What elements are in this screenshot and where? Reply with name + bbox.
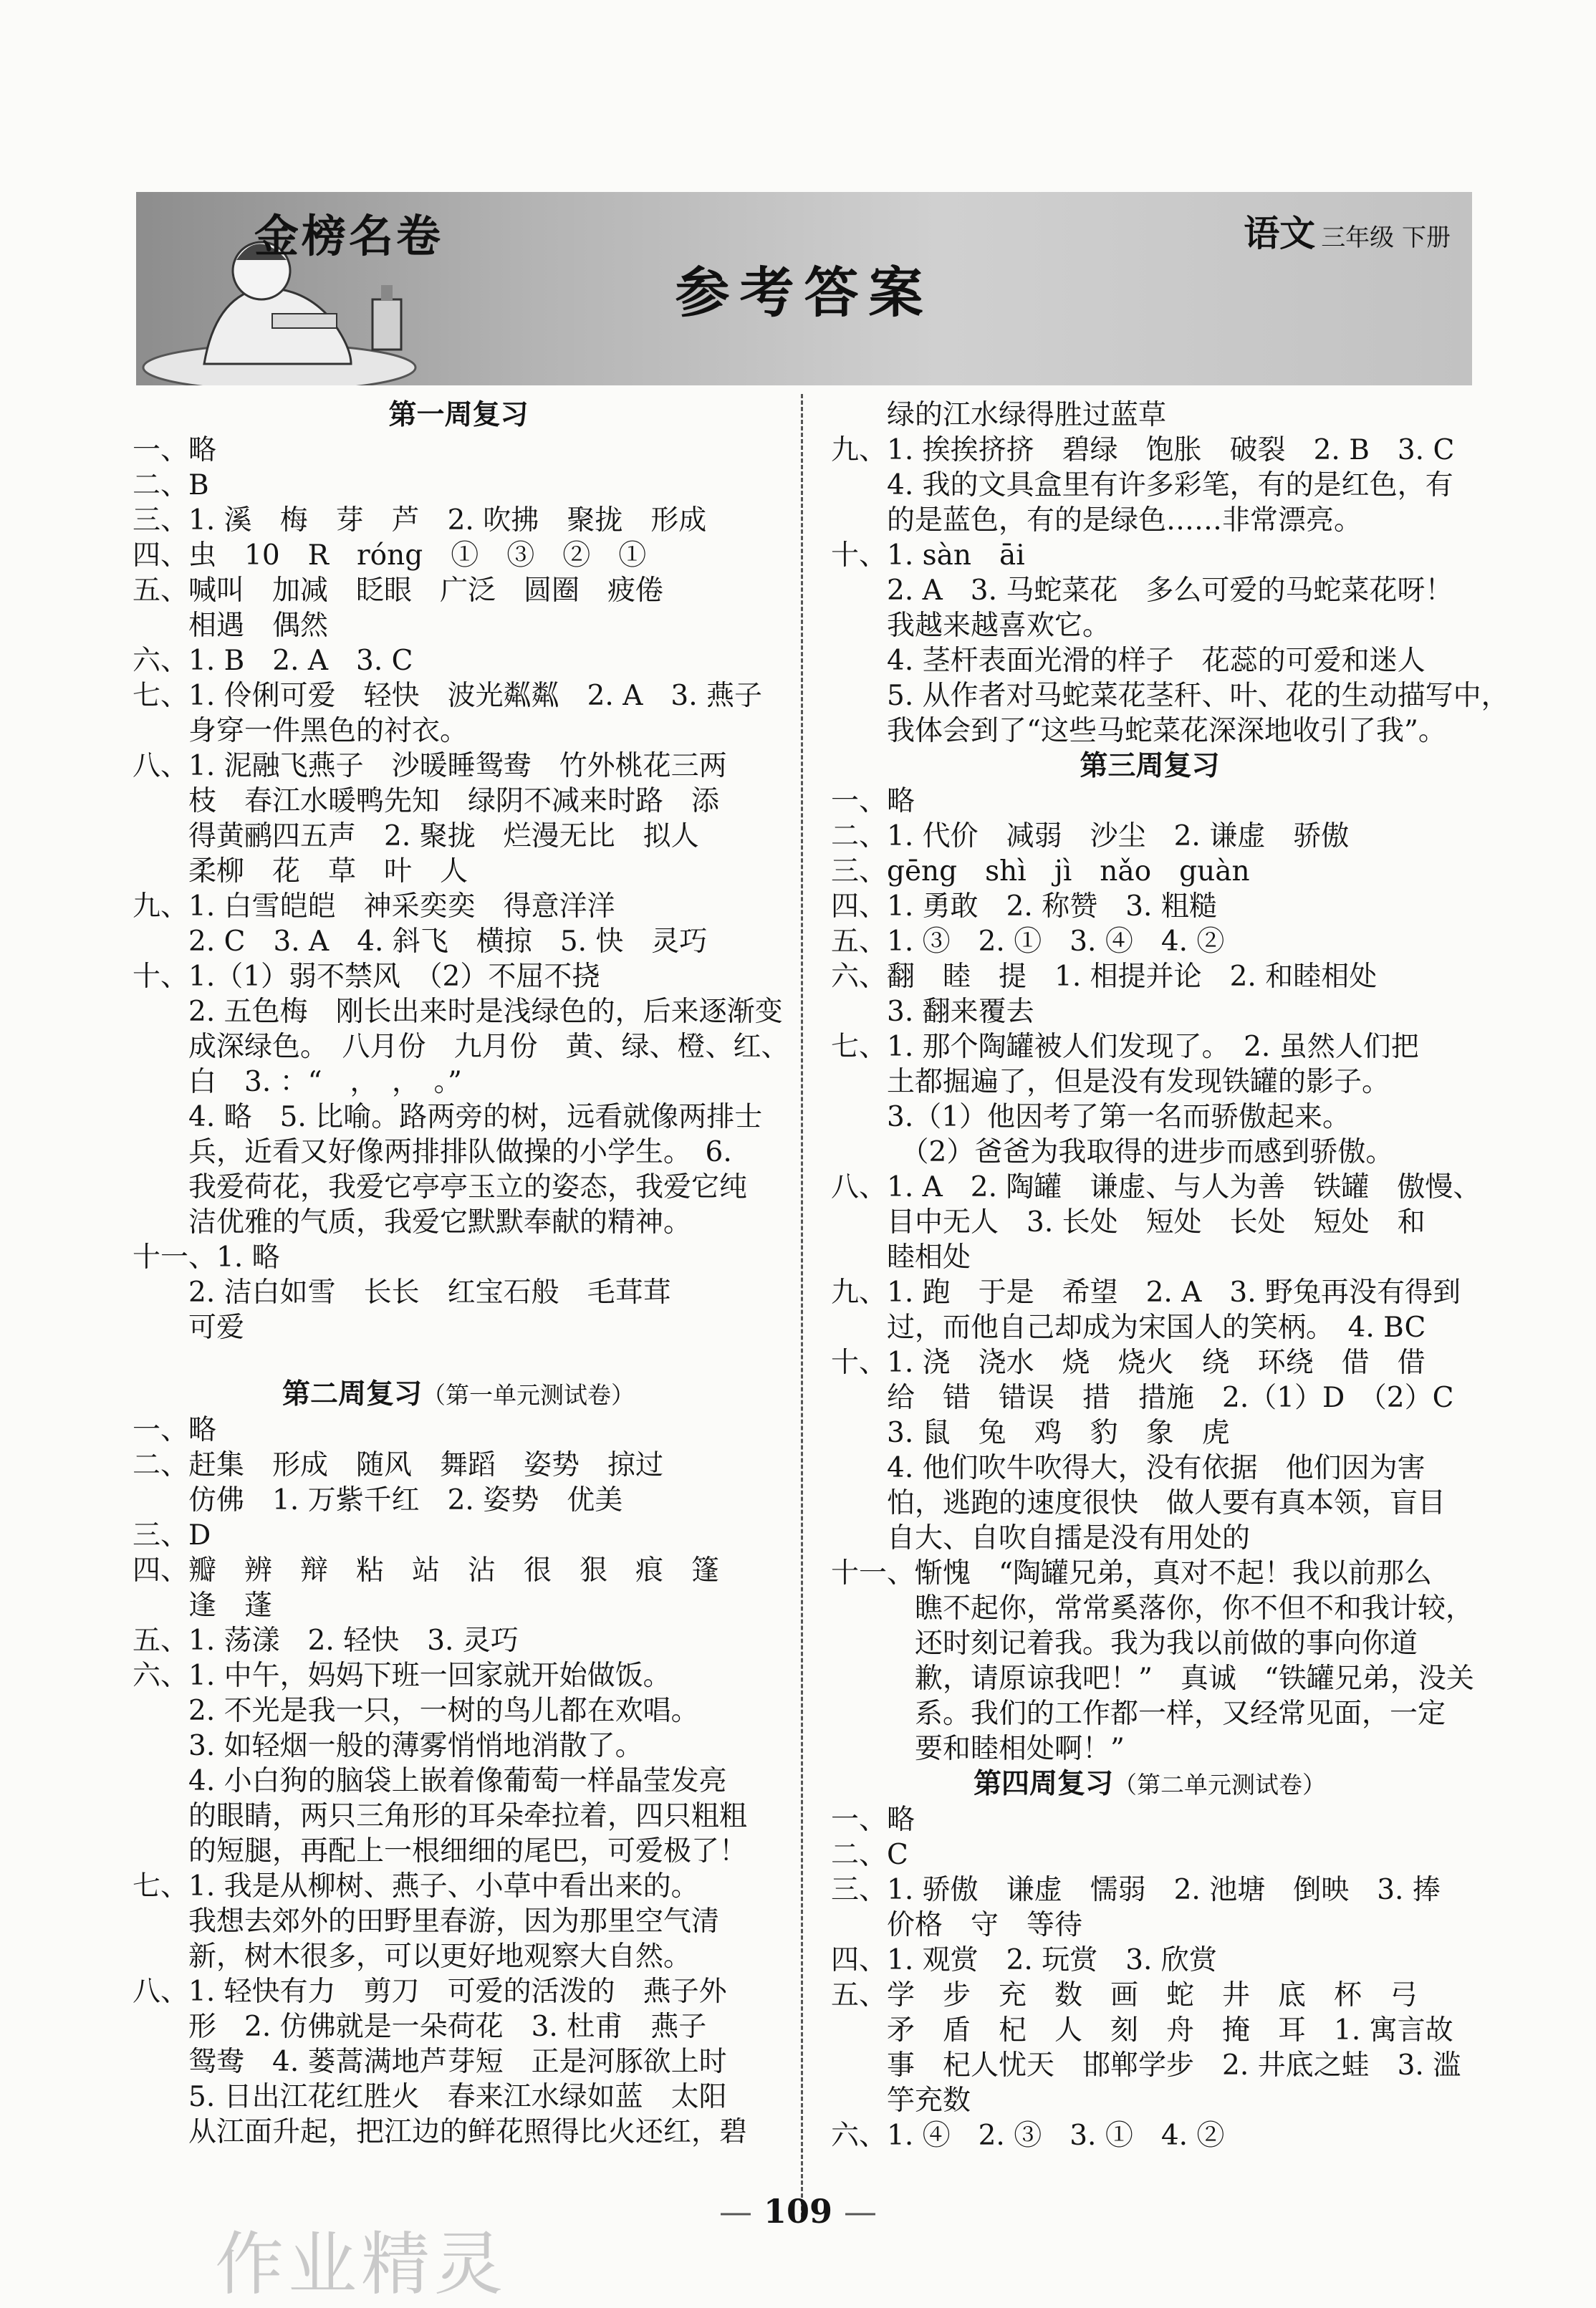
answer-line: 三、1. 骄傲 谦虚 懦弱 2. 池塘 倒映 3. 捧: [831, 1874, 1441, 1906]
answer-line: 3. 鼠 兔 鸡 豹 象 虎: [831, 1417, 1230, 1449]
answer-line: 3. 翻来覆去: [831, 996, 1034, 1028]
answer-line: 3. 如轻烟一般的薄雾悄悄地消散了。: [133, 1730, 643, 1762]
answer-line: 2. 五色梅 刚长出来时是浅绿色的，后来逐渐变: [133, 996, 783, 1028]
answer-line: 柔柳 花 草 叶 人: [133, 855, 468, 888]
answer-line: 二、1. 代价 减弱 沙尘 2. 谦虚 骄傲: [831, 820, 1350, 852]
subject-name: 语文: [1244, 212, 1316, 254]
section-heading-title: 第一周复习: [388, 398, 529, 431]
section-heading: [831, 1766, 1468, 1802]
answer-line: 九、1. 挨挨挤挤 碧绿 饱胀 破裂 2. B 3. C: [831, 434, 1455, 466]
answer-line: 身穿一件黑色的衬衣。: [133, 715, 468, 747]
answer-line: 歉，请原谅我吧！” 真诚 “铁罐兄弟，没关: [831, 1663, 1474, 1695]
answer-line: 形 2. 仿佛就是一朵荷花 3. 杜甫 燕子: [133, 2011, 707, 2043]
answer-line: 土都掘遍了，但是没有发现铁罐的影子。: [831, 1066, 1390, 1098]
answer-line: 十一、1. 略: [133, 1241, 280, 1274]
answer-line: 4. 他们吹牛吹得大，没有依据 他们因为害: [831, 1452, 1426, 1484]
answer-line: 六、1. ④ 2. ③ 3. ① 4. ②: [831, 2120, 1225, 2152]
answer-line: 可爱: [133, 1312, 245, 1344]
section-heading-subtitle: （第二单元测试卷）: [1113, 1771, 1326, 1799]
answer-line: 二、C: [831, 1839, 908, 1871]
answer-line: 5. 日出江花红胜火 春来江水绿如蓝 太阳: [133, 2081, 727, 2113]
answer-line: 八、1. 泥融飞燕子 沙暖睡鸳鸯 竹外桃花三两: [133, 750, 727, 782]
answer-line: 一、略: [831, 785, 915, 817]
answer-line: 七、1. 伶俐可爱 轻快 波光粼粼 2. A 3. 燕子: [133, 680, 762, 712]
answer-line: 我越来越喜欢它。: [831, 610, 1111, 642]
answer-line: 白 3. ：“ ， ， 。”: [133, 1066, 462, 1098]
answer-line: 十一、惭愧 “陶罐兄弟，真对不起！我以前那么: [831, 1557, 1432, 1590]
answer-line: 3.（1）他因考了第一名而骄傲起来。: [831, 1101, 1351, 1133]
answer-line: （2）爸爸为我取得的进步而感到骄傲。: [831, 1136, 1394, 1168]
answer-line: 2. C 3. A 4. 斜飞 横掠 5. 快 灵巧: [133, 925, 708, 958]
answer-line: 我爱荷花，我爱它亭亭玉立的姿态，我爱它纯: [133, 1171, 748, 1203]
answer-line: 一、略: [133, 434, 217, 466]
header-banner: [136, 192, 1472, 385]
answer-line: 五、1. ③ 2. ① 3. ④ 4. ②: [831, 925, 1225, 958]
answer-line: 六、1. B 2. A 3. C: [133, 645, 413, 677]
section-heading-title: 第三周复习: [1080, 749, 1220, 782]
answer-line: 四、虫 10 R róng ① ③ ② ①: [133, 539, 647, 572]
answer-line: 4. 略 5. 比喻。路两旁的树，远看就像两排士: [133, 1101, 763, 1133]
answer-line: 成深绿色。 八月份 九月份 黄、绿、橙、红、: [133, 1031, 789, 1063]
answer-line: 的是蓝色，有的是绿色……非常漂亮。: [831, 504, 1362, 537]
answer-line: 三、D: [133, 1519, 211, 1552]
answer-line: 2. A 3. 马蛇菜花 多么可爱的马蛇菜花呀！: [831, 574, 1453, 607]
answer-line: 绿的江水绿得胜过蓝草: [831, 399, 1167, 431]
answer-line: 瞧不起你，常常奚落你，你不但不和我计较，: [831, 1592, 1474, 1625]
answer-line: 五、学 步 充 数 画 蛇 井 底 杯 弓: [831, 1979, 1418, 2011]
answer-line: 我想去郊外的田野里春游，因为那里空气清: [133, 1905, 720, 1938]
answer-line: 系。我们的工作都一样，又经常见面，一定: [831, 1698, 1446, 1730]
answer-line: 十、1.（1）弱不禁风 （2）不屈不挠: [133, 961, 600, 993]
answer-line: 相遇 偶然: [133, 610, 329, 642]
answer-line: 四、1. 勇敢 2. 称赞 3. 粗糙: [831, 890, 1217, 923]
answer-line: 矛 盾 杞 人 刻 舟 掩 耳 1. 寓言故: [831, 2014, 1453, 2047]
answer-line: 八、1. 轻快有力 剪刀 可爱的活泼的 燕子外: [133, 1976, 727, 2008]
answer-line: 七、1. 我是从柳树、燕子、小草中看出来的。: [133, 1870, 699, 1903]
answer-line: 五、1. 荡漾 2. 轻快 3. 灵巧: [133, 1625, 519, 1657]
answer-line: 2. 洁白如雪 长长 红宝石般 毛茸茸: [133, 1276, 671, 1309]
answer-line: 4. 我的文具盒里有许多彩笔，有的是红色，有: [831, 469, 1453, 501]
column-divider: [801, 394, 803, 2217]
answer-line: 七、1. 那个陶罐被人们发现了。 2. 虽然人们把: [831, 1031, 1419, 1063]
answer-line: 的短腿，再配上一根细细的尾巴，可爱极了！: [133, 1835, 748, 1867]
answer-line: 兵，近看又好像两排排队做操的小学生。 6.: [133, 1136, 732, 1168]
answer-line: 枝 春江水暖鸭先知 绿阴不减来时路 添: [133, 785, 720, 817]
answer-line: 自大、自吹自擂是没有用处的: [831, 1522, 1251, 1554]
section-heading: [831, 749, 1468, 784]
answer-line: 怕，逃跑的速度很快 做人要有真本领，盲目: [831, 1487, 1446, 1519]
answer-line: 4. 小白狗的脑袋上嵌着像葡萄一样晶莹发亮: [133, 1765, 727, 1797]
page-title: 参考答案: [675, 261, 933, 324]
answer-line: 的眼睛，两只三角形的耳朵牵拉着，四只粗粗: [133, 1800, 748, 1832]
answer-line: 4. 茎杆表面光滑的样子 花蕊的可爱和迷人: [831, 645, 1426, 677]
section-heading-title: 第四周复习: [973, 1767, 1113, 1800]
answer-line: 二、B: [133, 469, 209, 501]
answer-line: 竽充数: [831, 2085, 971, 2117]
brand-name: 金榜名卷: [254, 210, 444, 262]
answer-line: 要和睦相处啊！”: [831, 1733, 1125, 1765]
answer-line: 我体会到了“这些马蛇菜花深深地收引了我”。: [831, 715, 1446, 747]
answer-line: 一、略: [133, 1414, 217, 1446]
right-column: [831, 398, 1509, 2153]
answer-line: 睦相处: [831, 1241, 971, 1274]
watermark-stamp: 作业精灵: [215, 2224, 507, 2304]
answer-line: 洁优雅的气质，我爱它默默奉献的精神。: [133, 1206, 692, 1239]
section-heading-title: 第二周复习: [282, 1377, 422, 1410]
answer-line: 一、略: [831, 1804, 915, 1836]
answer-line: 十、1. sàn āi: [831, 539, 1025, 572]
answer-line: 过，而他自己却成为宋国人的笑柄。 4. BC: [831, 1312, 1426, 1344]
answer-line: 仿佛 1. 万紫千红 2. 姿势 优美: [133, 1484, 623, 1516]
answer-line: 十、1. 浇 浇水 烧 烧火 绕 环绕 借 借: [831, 1347, 1426, 1379]
section-heading: [133, 1377, 784, 1413]
answer-line: 新，树木很多，可以更好地观察大自然。: [133, 1941, 692, 1973]
left-column: [133, 398, 789, 2150]
answer-line: 九、1. 跑 于是 希望 2. A 3. 野兔再没有得到: [831, 1276, 1461, 1309]
page-number: — 109 —: [718, 2192, 878, 2231]
answer-line: 五、喊叫 加减 眨眼 广泛 圆圈 疲倦: [133, 574, 664, 607]
answer-line: 九、1. 白雪皑皑 神采奕奕 得意洋洋: [133, 890, 615, 923]
answer-line: 四、瓣 辨 辩 粘 站 沾 很 狠 痕 篷: [133, 1554, 720, 1587]
answer-line: 四、1. 观赏 2. 玩赏 3. 欣赏: [831, 1944, 1217, 1976]
answer-line: 鸳鸯 4. 蒌蒿满地芦芽短 正是河豚欲上时: [133, 2046, 727, 2078]
answer-line: 三、gēng shì jì nǎo guàn: [831, 855, 1250, 888]
spacer: [133, 1345, 784, 1377]
grade-label: 三年级 下册: [1321, 223, 1451, 252]
section-heading-subtitle: （第一单元测试卷）: [422, 1381, 635, 1409]
answer-line: 从江面升起，把江边的鲜花照得比火还红，碧: [133, 2116, 748, 2148]
answer-line: 三、1. 溪 梅 芽 芦 2. 吹拂 聚拢 形成: [133, 504, 707, 537]
answer-line: 价格 守 等待: [831, 1909, 1083, 1941]
answer-line: 事 杞人忧天 邯郸学步 2. 井底之蛙 3. 滥: [831, 2049, 1461, 2082]
answer-line: 二、赶集 形成 随风 舞蹈 姿势 掠过: [133, 1449, 664, 1481]
answer-line: 六、1. 中午，妈妈下班一回家就开始做饭。: [133, 1660, 671, 1692]
answer-line: 2. 不光是我一只，一树的鸟儿都在欢唱。: [133, 1695, 699, 1727]
section-heading: [133, 398, 784, 433]
answer-line: 得黄鹂四五声 2. 聚拢 烂漫无比 拟人: [133, 820, 699, 852]
answer-line: 目中无人 3. 长处 短处 长处 短处 和: [831, 1206, 1426, 1239]
answer-line: 六、翻 睦 提 1. 相提并论 2. 和睦相处: [831, 961, 1378, 993]
answer-line: 逢 蓬: [133, 1590, 273, 1622]
answer-line: 八、1. A 2. 陶罐 谦虚、与人为善 铁罐 傲慢、: [831, 1171, 1481, 1203]
answer-line: 5. 从作者对马蛇菜花茎秆、叶、花的生动描写中，: [831, 680, 1509, 712]
page-number-value: 109: [763, 2192, 833, 2231]
answer-line: 还时刻记着我。我为我以前做的事向你道: [831, 1627, 1418, 1660]
answer-line: 给 错 错误 措 措施 2.（1）D （2）C: [831, 1382, 1454, 1414]
